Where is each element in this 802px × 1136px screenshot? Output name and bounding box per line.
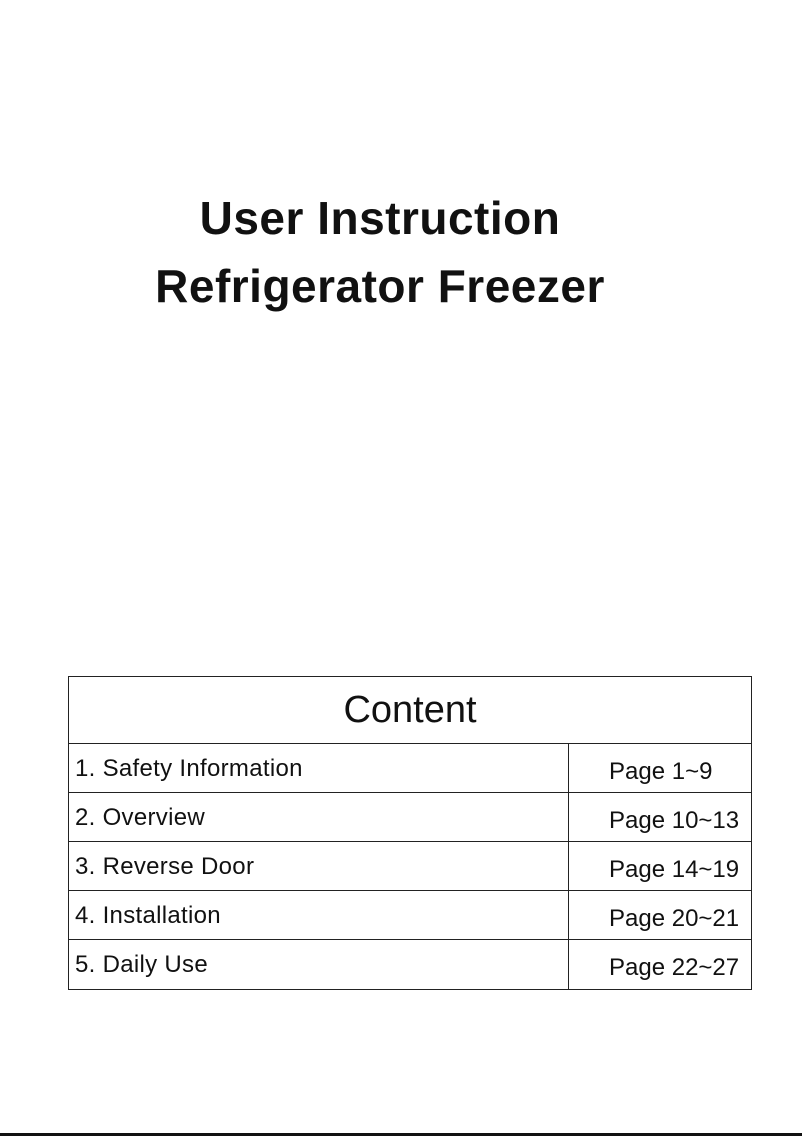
toc-row — [69, 891, 751, 940]
document-title — [0, 188, 760, 316]
toc-row — [69, 744, 751, 793]
toc-section-title: 1. Safety Information — [69, 744, 569, 792]
toc-page-range: Page 1~9 — [609, 758, 713, 785]
toc-section-title: 4. Installation — [69, 891, 569, 939]
toc-row — [69, 842, 751, 891]
table-of-contents — [68, 676, 752, 990]
toc-section-title: 2. Overview — [69, 793, 569, 841]
title-line-2: Refrigerator Freezer — [155, 260, 605, 312]
toc-row — [69, 793, 751, 842]
toc-page-range: Page 10~13 — [609, 807, 740, 834]
toc-heading: Content — [69, 677, 751, 744]
toc-section-title: 3. Reverse Door — [69, 842, 569, 890]
toc-section-title: 5. Daily Use — [69, 940, 569, 989]
toc-row — [69, 940, 751, 989]
toc-page-range: Page 20~21 — [609, 905, 740, 932]
toc-page-range: Page 22~27 — [609, 954, 740, 981]
toc-page-range: Page 14~19 — [609, 856, 740, 883]
title-line-1: User Instruction — [199, 192, 561, 244]
